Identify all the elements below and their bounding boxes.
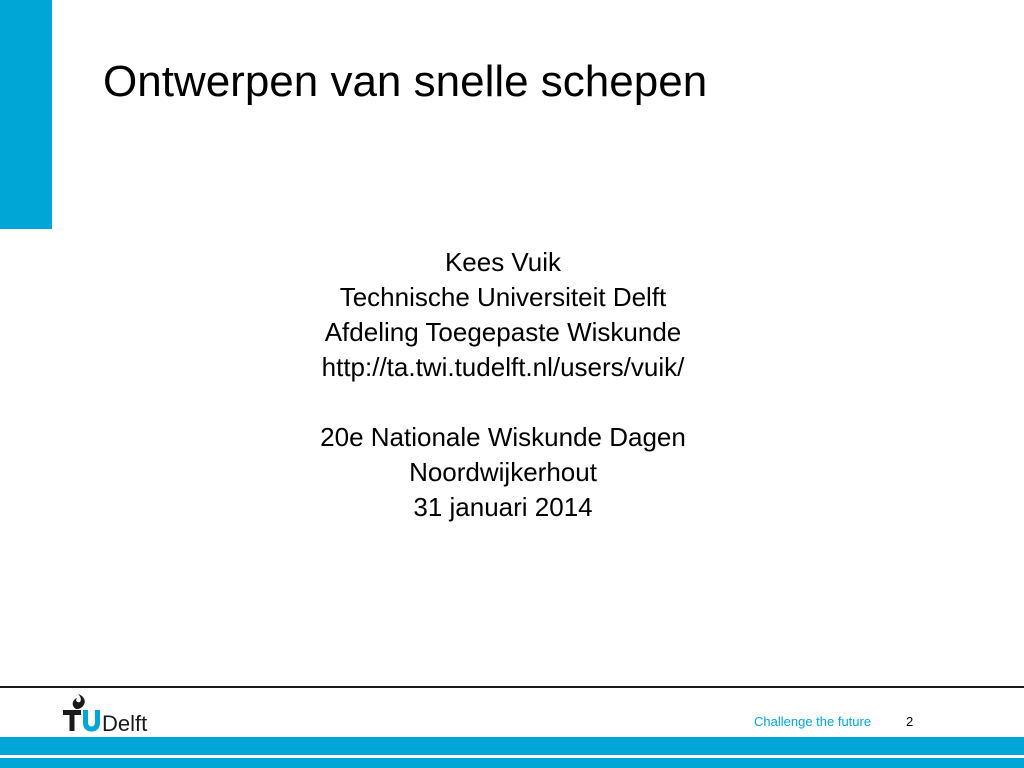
author-url: http://ta.twi.tudelft.nl/users/vuik/ [321, 352, 685, 382]
author-university: Technische Universiteit Delft [339, 282, 667, 312]
footer-band-line [0, 755, 1024, 758]
slide-title: Ontwerpen van snelle schepen [103, 57, 708, 106]
slide-body [0, 245, 1006, 525]
accent-bar [0, 0, 52, 229]
logo-u [83, 710, 100, 732]
flame-icon [73, 694, 85, 709]
body-spacer [0, 385, 1006, 420]
event-date: 31 januari 2014 [413, 492, 593, 522]
author-name: Kees Vuik [444, 247, 562, 277]
footer-divider [0, 686, 1024, 688]
event-location: Noordwijkerhout [409, 457, 597, 487]
logo-delft-text: Delft [102, 711, 148, 734]
logo-t-stem [70, 710, 75, 731]
footer-band [0, 737, 1024, 768]
tu-delft-logo [62, 690, 170, 734]
author-department: Afdeling Toegepaste Wiskunde [324, 317, 682, 347]
event-name: 20e Nationale Wiskunde Dagen [320, 422, 686, 452]
footer-tagline: Challenge the future [754, 714, 872, 729]
page-number: 2 [906, 714, 914, 729]
